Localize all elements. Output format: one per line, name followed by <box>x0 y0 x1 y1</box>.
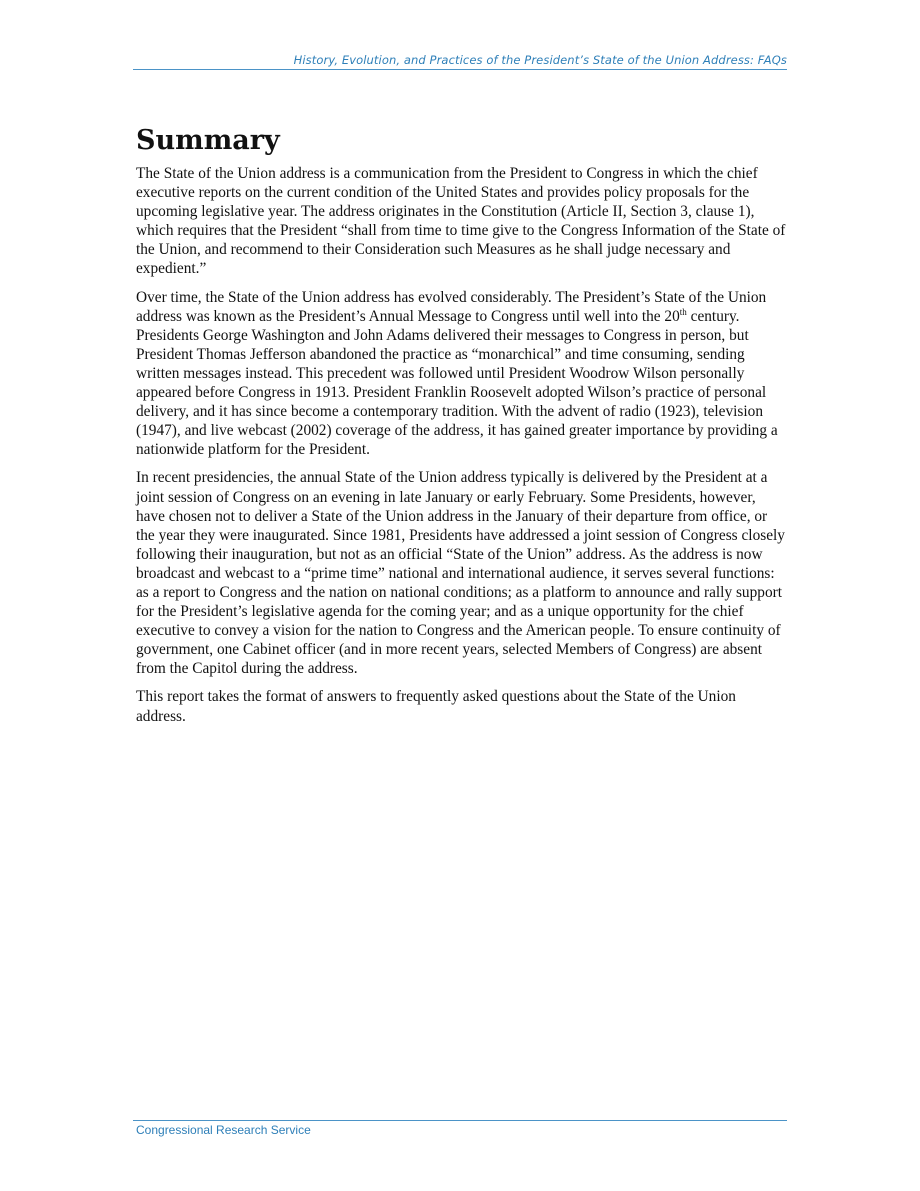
summary-paragraph-3: In recent presidencies, the annual State of the Union address typically is delivered by the President at a joint session of Congress on an evening in late January or early February. Some Presidents, however, have chosen not to deliver a State of the Union address in the January of their departure from office, or the year they were inaugurated. Since 1981, Presidents have addressed a joint session of Congress closely following their inauguration, but not as an official “State of the Union” address. As the address is now broadcast and webcast to a “prime time” national and international audience, it serves several functions: as a report to Congress and the nation on national conditions; as a platform to announce and rally support for the President’s legislative agenda for the coming year; and as a unique opportunity for the chief executive to convey a vision for the nation to Congress and the American people. To ensure continuity of government, one Cabinet officer (and in more recent years, selected Members of Congress) are absent from the Capitol during the address. <box>136 469 785 678</box>
summary-section <box>136 122 786 735</box>
running-header-title: History, Evolution, and Practices of the President’s State of the Union Address: FAQs <box>293 53 787 67</box>
ordinal-superscript: th <box>679 306 687 317</box>
summary-paragraph-4: This report takes the format of answers to frequently asked questions about the State of the Union address. <box>136 688 736 725</box>
section-title: Summary <box>136 125 280 156</box>
summary-paragraph-2 <box>136 288 786 460</box>
header-divider <box>133 69 787 70</box>
summary-paragraph-1: The State of the Union address is a communication from the President to Congress in which the chief executive reports on the current condition of the United States and provides policy proposals for the upcoming legislative year. The address originates in the Constitution (Article II, Section 3, clause 1), which requires that the President “shall from time to time give to the Congress Information of the State of the Union, and recommend to their Consideration such Measures as he shall judge necessary and expedient.” <box>136 165 786 278</box>
paragraph-text: century. Presidents George Washington and John Adams delivered their messages to Congress in person, but President Thomas Jefferson abandoned the practice as “monarchical” and time consuming, sending written messages instead. This precedent was followed until President Woodrow Wilson personally appeared before Congress in 1913. President Franklin Roosevelt adopted Wilson’s practice of personal delivery, and it has since become a contemporary tradition. With the advent of radio (1923), television (1947), and live webcast (2002) coverage of the address, it has gained greater importance by providing a nationwide platform for the President. <box>136 307 778 459</box>
footer-organization: Congressional Research Service <box>136 1123 311 1137</box>
footer-divider <box>133 1120 787 1121</box>
paragraph-text: Over time, the State of the Union address has evolved considerably. The President’s State of the Union address was known as the President’s Annual Message to Congress until well into the 20 <box>136 288 767 325</box>
